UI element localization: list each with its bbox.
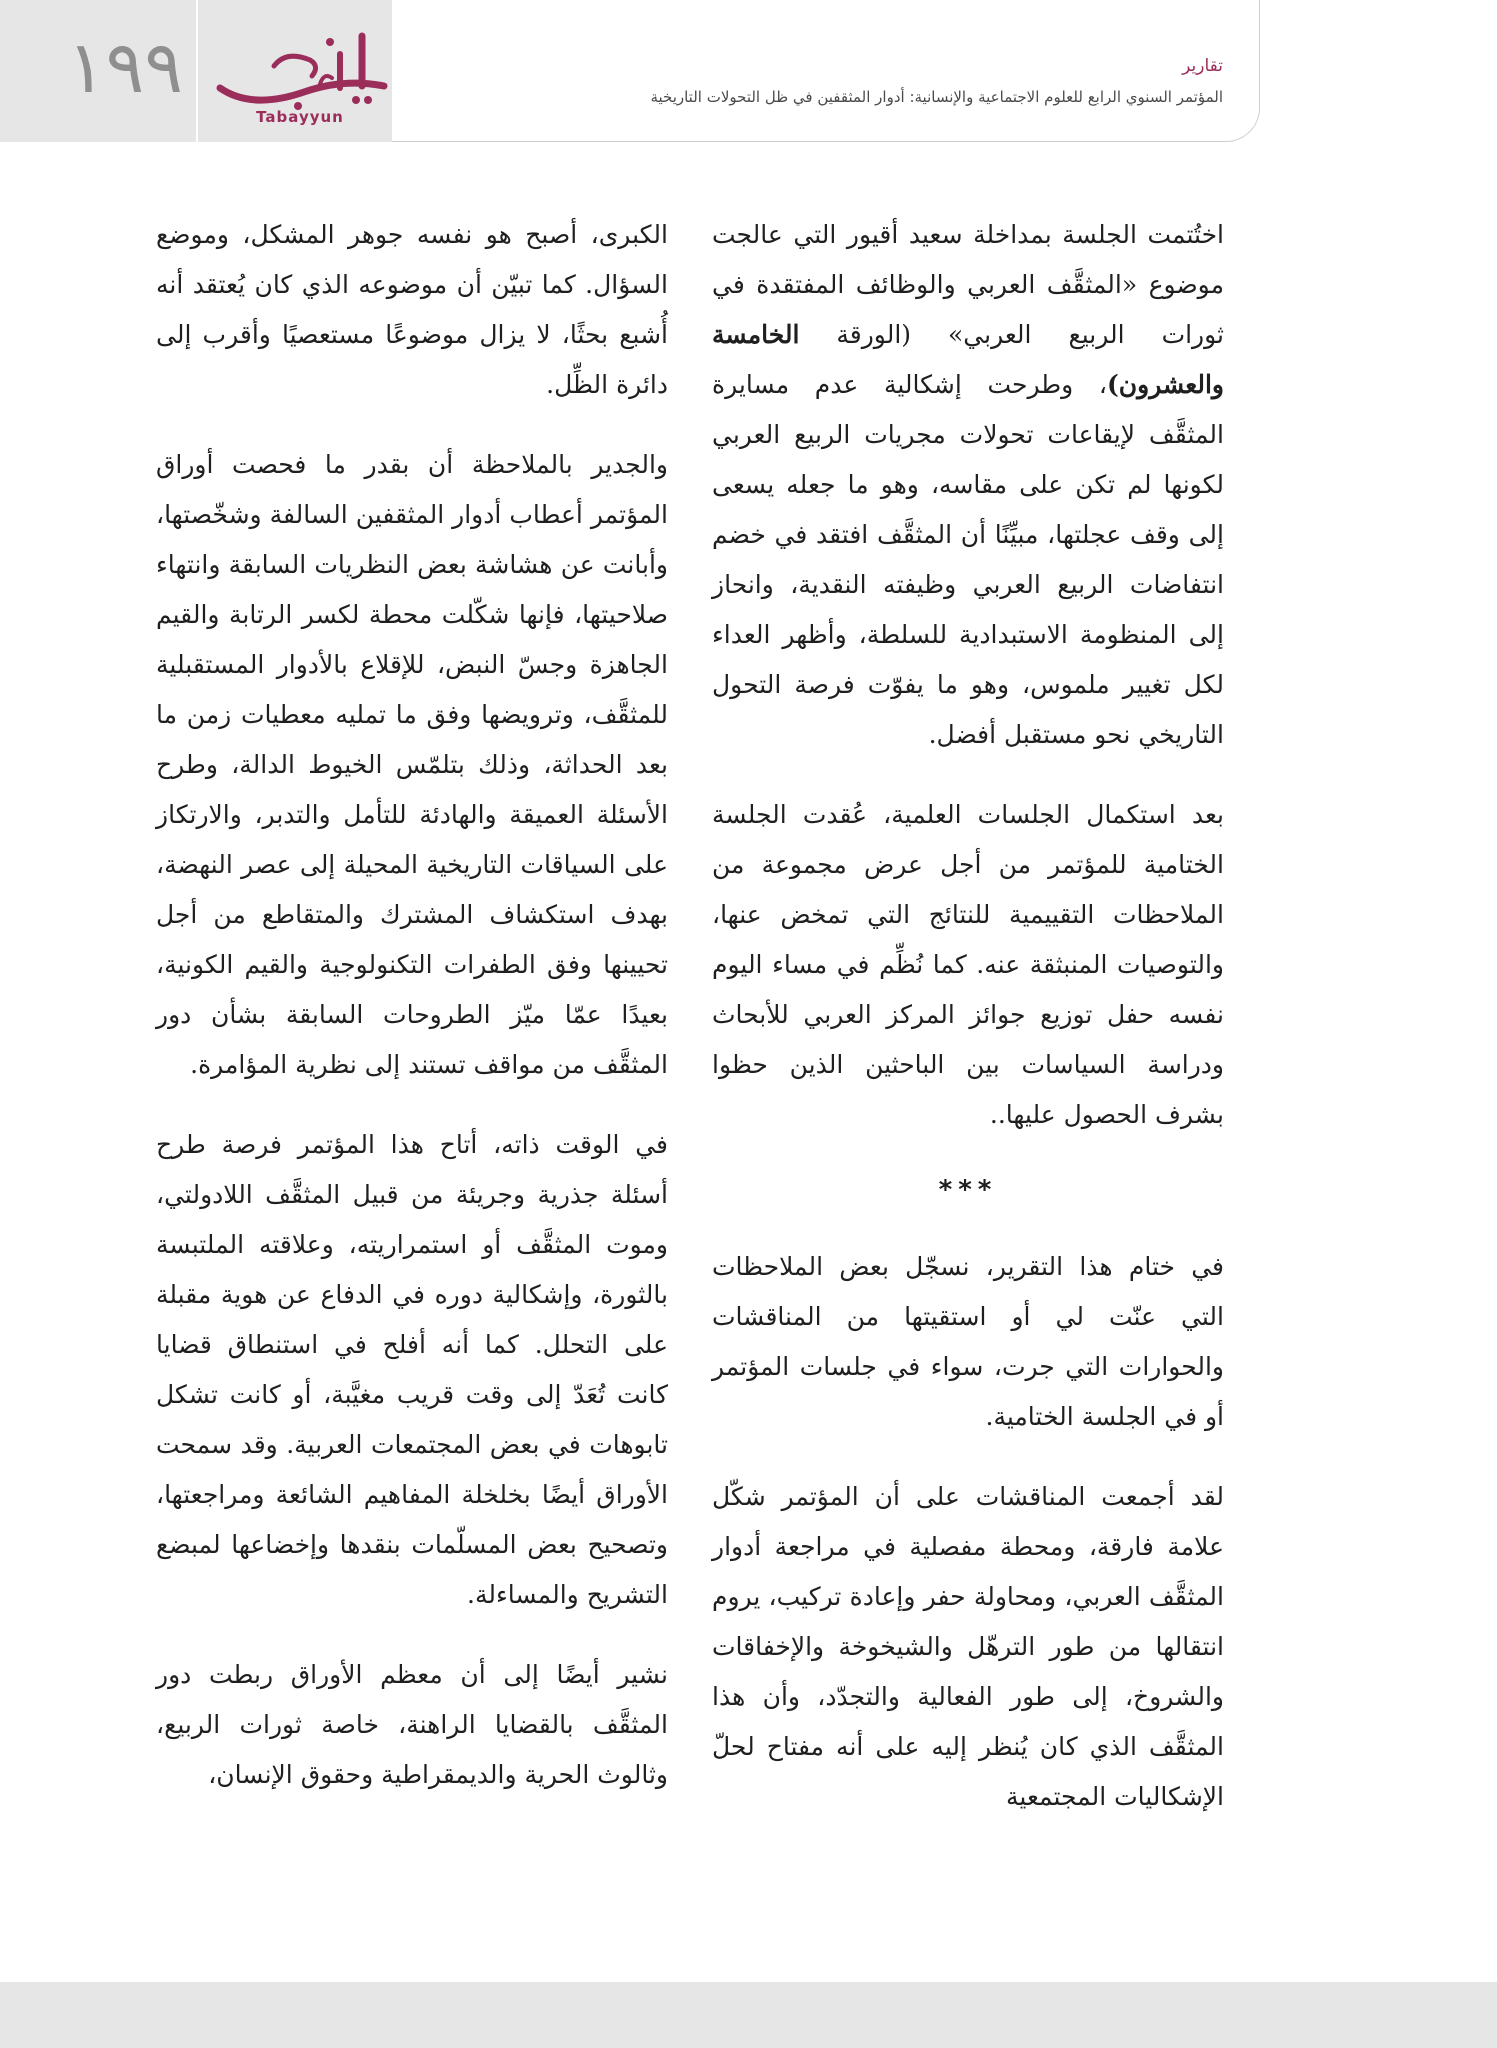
- paragraph: والجدير بالملاحظة أن بقدر ما فحصت أوراق المؤتمر أعطاب أدوار المثقفين السالفة وشخّصتها، وأبانت عن هشاشة بعض النظريات السابقة وانتهاء صلاحيتها، فإنها شكّلت محطة لكسر الرتابة والقيم الجاهزة وجسّ النبض، للإقلاع بالأدوار المستقبلية للمثقَّف، وترويضها وفق ما تمليه معطيات زمن ما بعد الحداثة، وذلك بتلمّس الخيوط الدالة، وطرح الأسئلة العميقة والهادئة للتأمل والتدبر، والارتكاز على السياقات التاريخية المحيلة إلى عصر النهضة، بهدف استكشاف المشترك والمتقاطع من أجل تحيينها وفق الطفرات التكنولوجية والقيم الكونية، بعيدًا عمّا ميّز الطروحات السابقة بشأن دور المثقَّف من مواقف تستند إلى نظرية المؤامرة.: [156, 450, 668, 1079]
- right-column: [712, 210, 1224, 1822]
- paragraph: لقد أجمعت المناقشات على أن المؤتمر شكّل علامة فارقة، ومحطة مفصلية في مراجعة أدوار المثقَّف العربي، ومحاولة حفر وإعادة تركيب، يروم انتقالها من طور الترهّل والشيخوخة والإخفاقات والشروخ، إلى طور الفعالية والتجدّد، وأن هذا المثقَّف الذي كان يُنظر إليه على أنه مفتاح لحلّ الإشكاليات المجتمعية: [712, 1482, 1224, 1811]
- header-title-panel: [392, 0, 1260, 142]
- paragraph-text: ، وطرحت إشكالية عدم مسايرة المثقَّف لإيقاعات تحولات مجريات الربيع العربي لكونها لم تكن على مقاسه، وهو ما جعله يسعى إلى وقف عجلتها، مبيِّنًا أن المثقَّف افتقد في خضم انتفاضات الربيع العربي وظيفته النقدية، وانحاز إلى المنظومة الاستبدادية للسلطة، وأظهر العداء لكل تغيير ملموس، وهو ما يفوّت فرصة التحول التاريخي نحو مستقبل أفضل.: [712, 370, 1224, 749]
- left-column: [156, 210, 668, 1800]
- paragraph: في ختام هذا التقرير، نسجّل بعض الملاحظات التي عنّت لي أو استقيتها من المناقشات والحوارات التي جرت، سواء في جلسات المؤتمر أو في الجلسة الختامية.: [712, 1252, 1224, 1431]
- section-separator: ***: [938, 1175, 998, 1205]
- paragraph: في الوقت ذاته، أتاح هذا المؤتمر فرصة طرح أسئلة جذرية وجريئة من قبيل المثقَّف اللادولتي، وموت المثقَّف أو استمراريته، وعلاقته الملتبسة بالثورة، وإشكالية دوره في الدفاع عن هوية مقبلة على التحلل. كما أنه أفلح في استنطاق قضايا كانت تُعَدّ إلى وقت قريب مغيَّبة، أو كانت تشكل تابوهات في بعض المجتمعات العربية. وقد سمحت الأوراق أيضًا بخلخلة المفاهيم الشائعة ومراجعتها، وتصحيح بعض المسلّمات بنقدها وإخضاعها لمبضع التشريح والمساءلة.: [156, 1130, 668, 1609]
- paragraph-bold-text: الخامسة والعشرون): [712, 320, 1224, 399]
- page-number: ١٩٩: [66, 25, 183, 109]
- paragraph: نشير أيضًا إلى أن معظم الأوراق ربطت دور المثقَّف بالقضايا الراهنة، خاصة ثورات الربيع، وثالوث الحرية والديمقراطية وحقوق الإنسان،: [156, 1660, 668, 1789]
- section-label: تقارير: [1182, 56, 1223, 76]
- running-head: المؤتمر السنوي الرابع للعلوم الاجتماعية والإنسانية: أدوار المثقفين في ظل التحولات التاريخية: [650, 88, 1223, 106]
- footer-band: [0, 1982, 1497, 2048]
- paragraph-text: اختُتمت الجلسة بمداخلة سعيد أقيور التي عالجت موضوع «المثقَّف العربي والوظائف المفتقدة في ثورات الربيع العربي» (الورقة: [712, 220, 1224, 349]
- logo-latin-text: Tabayyun: [256, 108, 344, 126]
- paragraph: الكبرى، أصبح هو نفسه جوهر المشكل، وموضع السؤال. كما تبيّن أن موضوعه الذي كان يُعتقد أنه أُشبع بحثًا، لا يزال موضوعًا مستعصيًا وأقرب إلى دائرة الظِّل.: [156, 220, 668, 399]
- logo-calligraphy-icon: [212, 26, 392, 114]
- paragraph: [712, 210, 1224, 760]
- tabayyun-logo: [212, 26, 392, 134]
- paragraph: بعد استكمال الجلسات العلمية، عُقدت الجلسة الختامية للمؤتمر من أجل عرض مجموعة من الملاحظات التقييمية للنتائج التي تمخض عنها، والتوصيات المنبثقة عنه. كما نُظِّم في مساء اليوم نفسه حفل توزيع جوائز المركز العربي للأبحاث ودراسة السياسات بين الباحثين الذين حظوا بشرف الحصول عليها..: [712, 800, 1224, 1129]
- header-divider: [196, 0, 198, 142]
